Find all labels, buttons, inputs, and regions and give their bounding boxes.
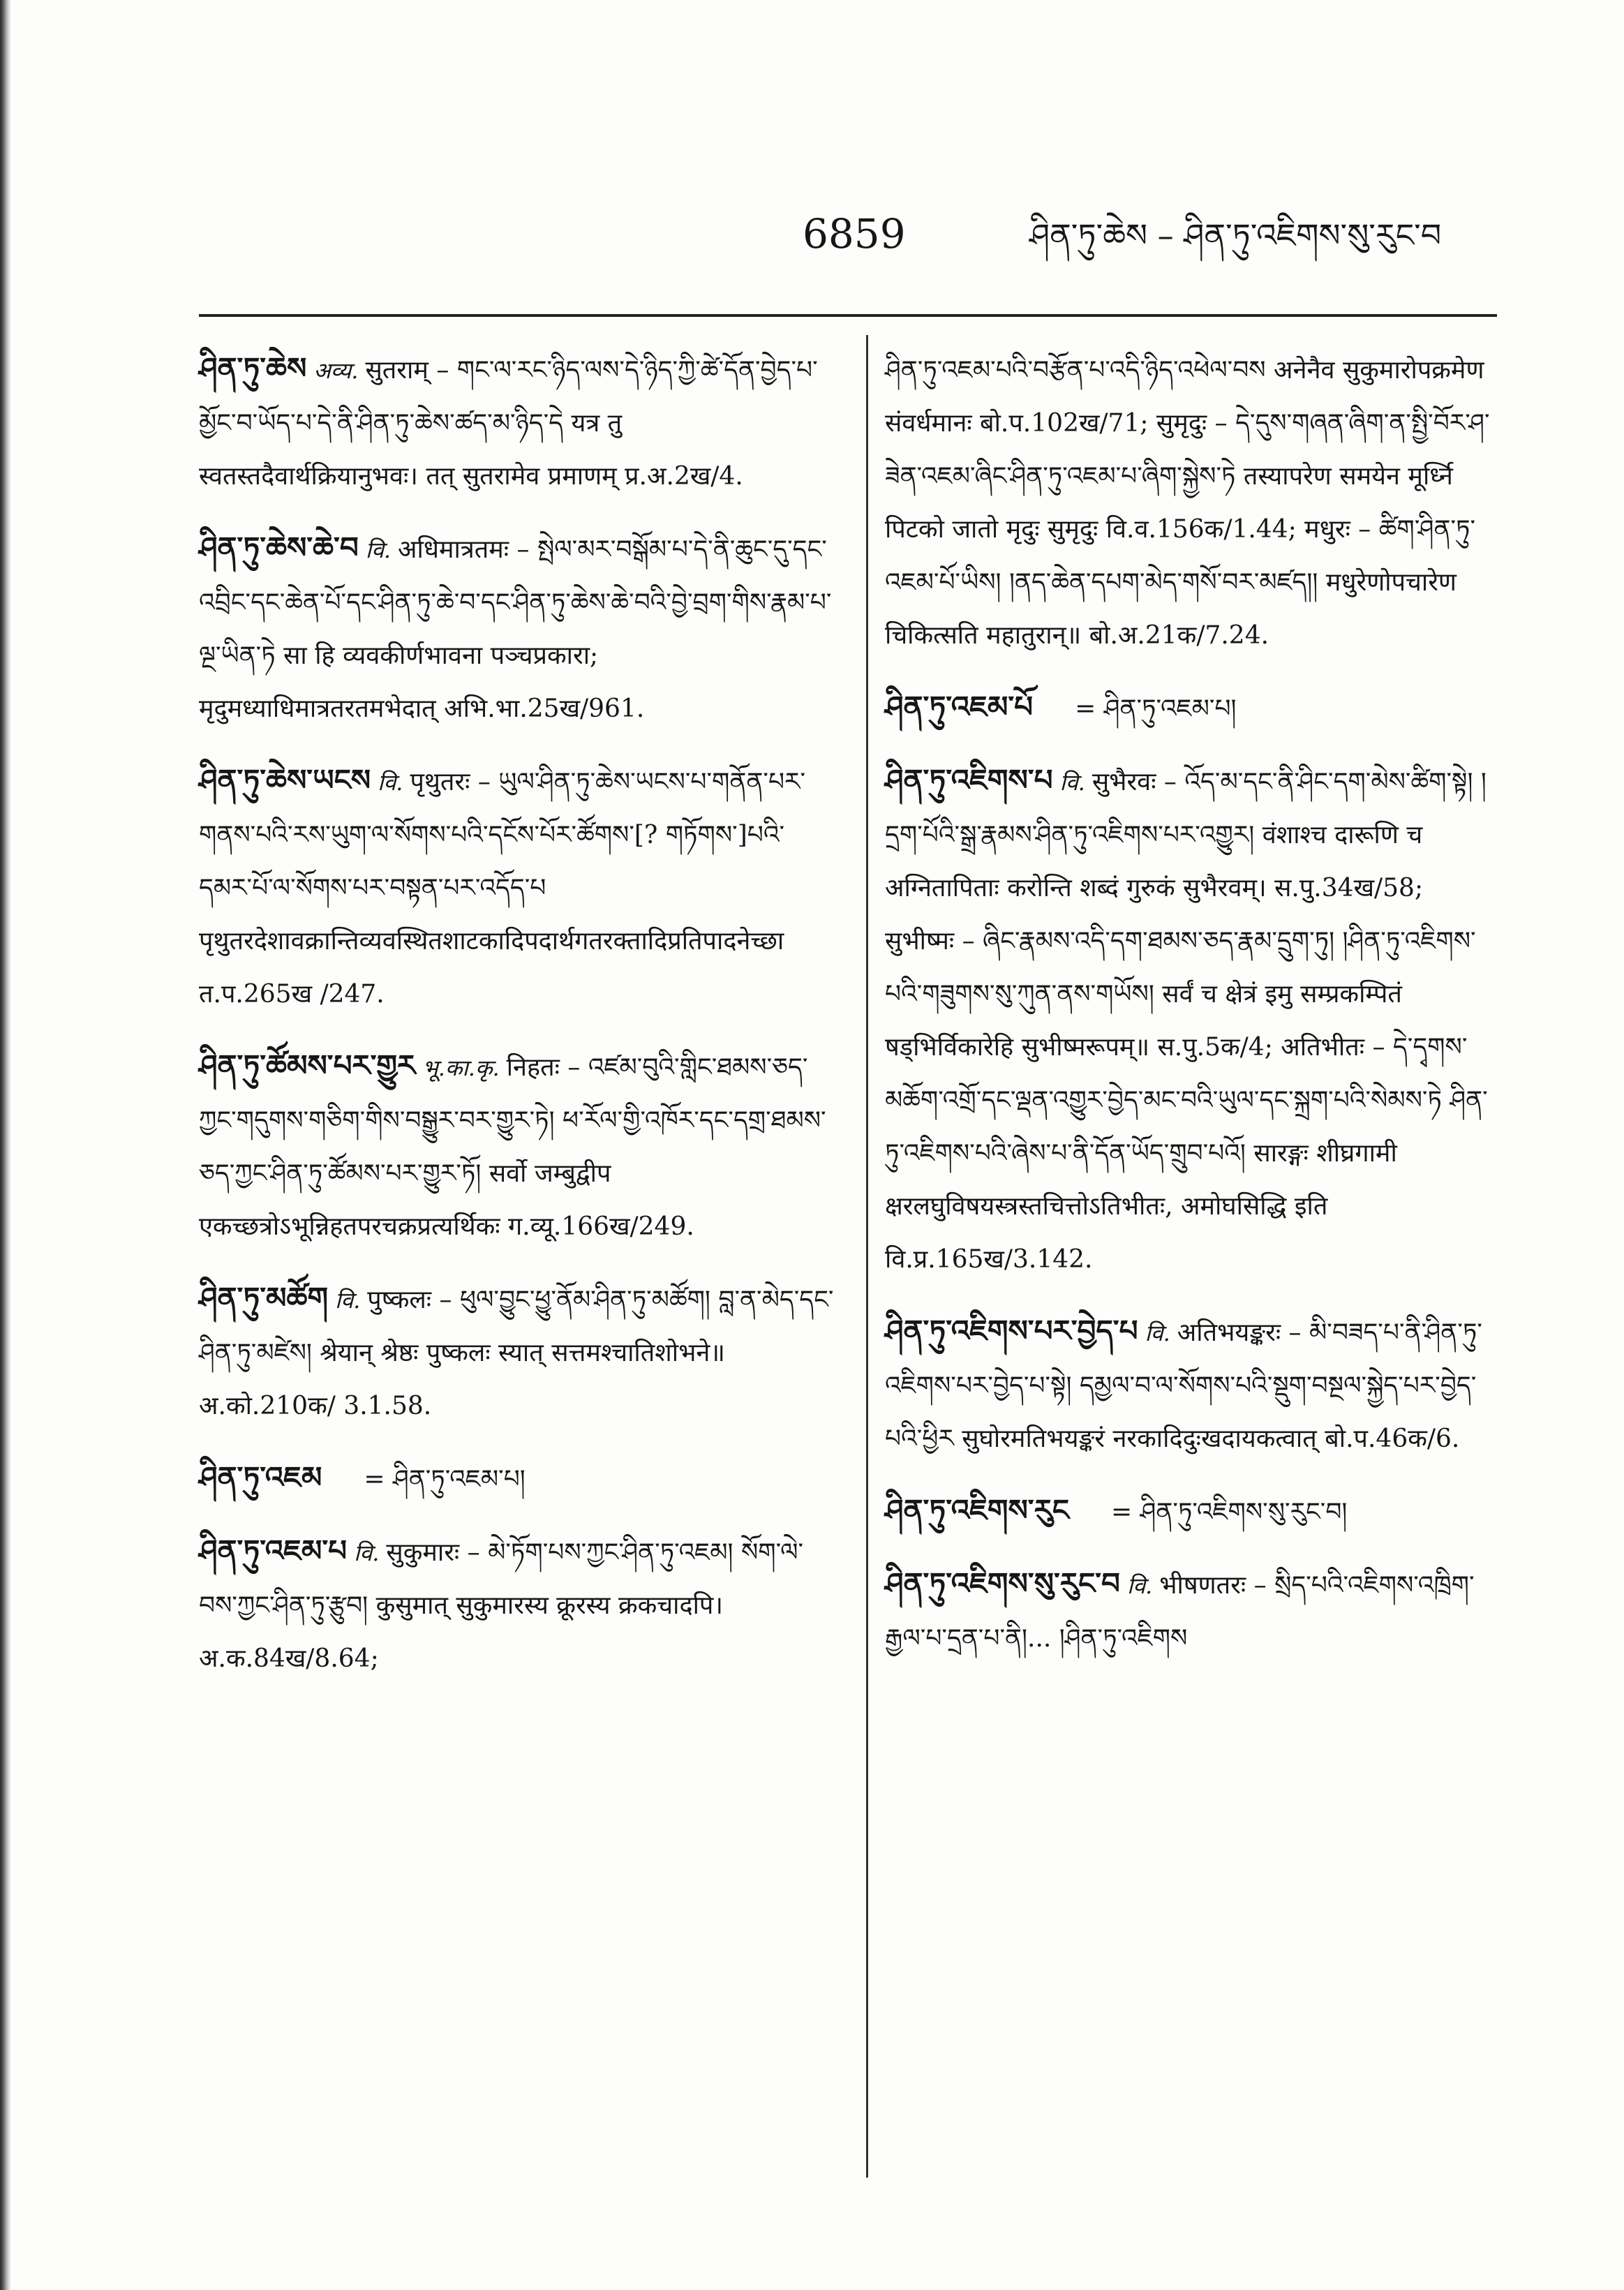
dictionary-entry [885,1304,1496,1466]
dictionary-entry [199,754,834,1021]
dictionary-entry-crossref [199,1451,834,1506]
entry-body: भीषणतरः – སྲིད་པའི་འཇིགས་འཁྲིག་རྒྱལ་པ་དྲན་པ་ནི།... །ཤིན་ཏུ་འཇིགས [885,1571,1475,1653]
entry-headword: ཤིན་ཏུ་མཚོག [199,1281,329,1315]
dictionary-entry [199,1272,834,1433]
page-binding-edge [0,0,11,2290]
entry-headword: ཤིན་ཏུ་ཆེས་ཆེ་བ [199,530,359,565]
grammar-label: भू.का.कृ. [422,1055,500,1081]
grammar-label: अव्य. [313,357,359,384]
entry-body: पुष्कलः – ཕུལ་བྱུང་ཕྱུ་ནོམ་ཤིན་ཏུ་མཚོག། བླ་ན་མེད་དང་ཤིན་ཏུ་མཛེས། श्रेयान् श्रेष्ठः पुष्कलः स्यात् सत्तमश्चातिशोभने॥ अ.को.210क/ 3.1.58. [199,1286,834,1420]
dictionary-entry-continuation [885,342,1496,662]
entry-headword: ཤིན་ཏུ་ཆེས་ཡངས [199,763,371,797]
header-rule [199,314,1497,317]
entry-headword: ཤིན་ཏུ་འཇིགས་རུང [885,1493,1070,1527]
entry-body: सुकुमारः – མེ་ཏོག་པས་ཀྱང་ཤིན་ཏུ་འཇམ། སོག་ལེ་བས་ཀྱང་ཤིན་ཏུ་རྩུབ། कुसुमात् सुकुमारस्य क्रूरस्य क्रकचादपि। अ.क.84ख/8.64; [199,1538,804,1673]
grammar-label: वि. [1126,1572,1153,1599]
grammar-label: वि. [354,1540,380,1566]
dictionary-entry [199,1524,834,1686]
grammar-label: वि. [1145,1320,1170,1346]
page-number: 6859 [803,210,906,258]
entry-headword: ཤིན་ཏུ་ཆེས [199,351,307,385]
entry-body: = ཤིན་ཏུ་འཇམ་པ། [1075,694,1237,723]
entry-headword: ཤིན་ཏུ་འཇིགས་པ [885,763,1053,797]
left-column [199,342,834,1704]
grammar-label: वि. [378,769,403,796]
entry-headword: ཤིན་ཏུ་འཇམ་པོ [885,690,1034,724]
dictionary-entry [199,1039,834,1254]
entry-headword: ཤིན་ཏུ་འཇིགས་པར་བྱེད་པ [885,1314,1138,1348]
column-divider [866,335,868,2178]
entry-body: अतिभयङ्करः – མི་བཟད་པ་ནི་ཤིན་ཏུ་འཇིགས་པར་བྱེད་པ་སྟེ། དམྱལ་བ་ལ་སོགས་པའི་སྡུག་བསྔལ་སྐྱེད་པར་བྱེད་པའི་ཕྱིར सुघोरमतिभयङ्करं नरकादिदुःखदायकत्वात् बो.प.46क/6. [885,1318,1482,1453]
entry-body: अधिमात्रतमः – སྤེལ་མར་བསྒོམ་པ་དེ་ནི་ཆུང་དུ་དང་འབྲིང་དང་ཆེན་པོ་དང་ཤིན་ཏུ་ཆེ་བ་དང་ཤིན་ཏུ་ཆེས་ཆེ་བའི་བྱེ་བྲག་གིས་རྣམ་པ་ལྔ་ཡིན་ཏེ सा हि व्यवकीर्णभावना पञ्चप्रकारा; मृदुमध्याधिमात्रतरतमभेदात् अभि.भा.25ख/961. [199,535,832,723]
dictionary-entry [199,342,834,503]
entry-headword: ཤིན་ཏུ་འཇམ་པ [199,1533,348,1568]
entry-body: = ཤིན་ཏུ་འཇམ་པ། [364,1465,526,1494]
grammar-label: वि. [1059,769,1085,796]
entry-body: सुतराम् – གང་ལ་རང་ཉིད་ལས་དེ་ཉིད་ཀྱི་ཚེ་དོན་བྱེད་པ་མྱོང་བ་ཡོད་པ་དེ་ནི་ཤིན་ཏུ་ཆེས་ཚད་མ་ཉིད་དེ यत्र तु स्वतस्तदैवार्थक्रियानुभवः। तत् सुतरामेव प्रमाणम् प्र.अ.2ख/4. [199,356,818,491]
dictionary-entry [885,754,1496,1286]
grammar-label: वि. [365,537,392,563]
entry-body: पृथुतरः – ཡུལ་ཤིན་ཏུ་ཆེས་ཡངས་པ་གནོན་པར་གནས་པའི་རས་ཡུག་ལ་སོགས་པའི་དངོས་པོར་ཚོགས་[? གཏོགས་]པའི་དམར་པོ་ལ་སོགས་པར་བསྟན་པར་འདོད་པ पृथुतरदेशावक्रान्तिव्यवस्थितशाटकादिपदार्थगतरक्तादिप्रतिपादनेच्छा त.प.265ख /247. [199,768,806,1009]
entry-headword: ཤིན་ཏུ་ཚོམས་པར་གྱུར [199,1048,416,1083]
dictionary-entry-crossref [885,1484,1496,1539]
entry-body: = ཤིན་ཏུ་འཇིགས་སུ་རུང་བ། [1111,1498,1348,1526]
dictionary-entry-crossref [885,681,1496,736]
right-column [885,342,1496,1683]
entry-headword: ཤིན་ཏུ་འཇམ [199,1460,322,1494]
dictionary-entry [885,1557,1496,1665]
grammar-label: वि. [335,1287,361,1314]
entry-headword: ཤིན་ཏུ་འཇིགས་སུ་རུང་བ [885,1566,1120,1600]
dictionary-entry [199,521,834,736]
entry-body: सुभैरवः – འོད་མ་དང་ནི་ཤིང་དག་མེས་ཚིག་སྟེ། །དྲག་པོའི་སྒྲ་རྣམས་ཤིན་ཏུ་འཇིགས་པར་འགྱུར། वंशाश्च दारूणि च अग्नितापिताः करोन्ति शब्दं गुरुकं सुभैरवम्। स.पु.34ख/58; सुभीष्मः – ཞིང་རྣམས་འདི་དག་ཐམས་ཅད་རྣམ་དྲུག་ཏུ། །ཤིན་ཏུ་འཇིགས་པའི་གཟུགས་སུ་ཀུན་ནས་གཡོས། सर्वं च क्षेत्रं इमु सम्प्रकम्पितं षड्भिर्विकारेहि सुभीष्मरूपम्॥ स.पु.5क/4; अतिभीतः – དེ་དྭགས་མཆོག་འགྲོ་དང་ལྡན་འགྱུར་བྱེད་མང་བའི་ཡུལ་དང་སྐྲག་པའི་སེམས་ཏེ ཤིན་ཏུ་འཇིགས་པའི་ཞེས་པ་ནི་དོན་ཡོད་གྲུབ་པའོ། सारङ्गः शीघ्रगामी क्षरलघुविषयस्त्रस्तचित्तोऽतिभीतः, अमोघसिद्धि इति वि.प्र.165ख/3.142. [885,768,1488,1274]
entry-body: निहतः – འཛམ་བུའི་གླིང་ཐམས་ཅད་ཀྱང་གདུགས་གཅིག་གིས་བསྒྱུར་བར་གྱུར་ཏེ། ཕ་རོལ་གྱི་འཁོར་དང་དགྲ་ཐམས་ཅད་ཀྱང་ཤིན་ཏུ་ཚོམས་པར་གྱུར་ཏོ། सर्वो जम्बुद्वीप एकच्छत्रोऽभून्निहतपरचक्रप्रत्यर्थिकः ग.व्यू.166ख/249. [199,1053,826,1241]
guide-words: ཤིན་ཏུ་ཆེས – ཤིན་ཏུ་འཇིགས་སུ་རུང་བ [1029,216,1442,254]
entry-body: ཤིན་ཏུ་འཇམ་པའི་བརྩོན་པ་འདི་ཉིད་འཕེལ་བས अनेनैव सुकुमारोपक्रमेण संवर्धमानः बो.प.102ख/71; सुमृदुः – དེ་དུས་གཞན་ཞིག་ན་སྤྱི་བོར་ཤ་ཟེན་འཇམ་ཞིང་ཤིན་ཏུ་འཇམ་པ་ཞིག་སྐྱེས་ཏེ तस्यापरेण समयेन मूर्ध्नि पिटको जातो मृदुः सुमृदुः वि.व.156क/1.44; मधुरः – ཚིག་ཤིན་ཏུ་འཇམ་པོ་ཡིས། །ནད་ཆེན་དཔག་མེད་གསོ་བར་མཛད།། मधुरेणोपचारेण चिकित्सति महातुरान्॥ बो.अ.21क/7.24. [885,356,1490,650]
